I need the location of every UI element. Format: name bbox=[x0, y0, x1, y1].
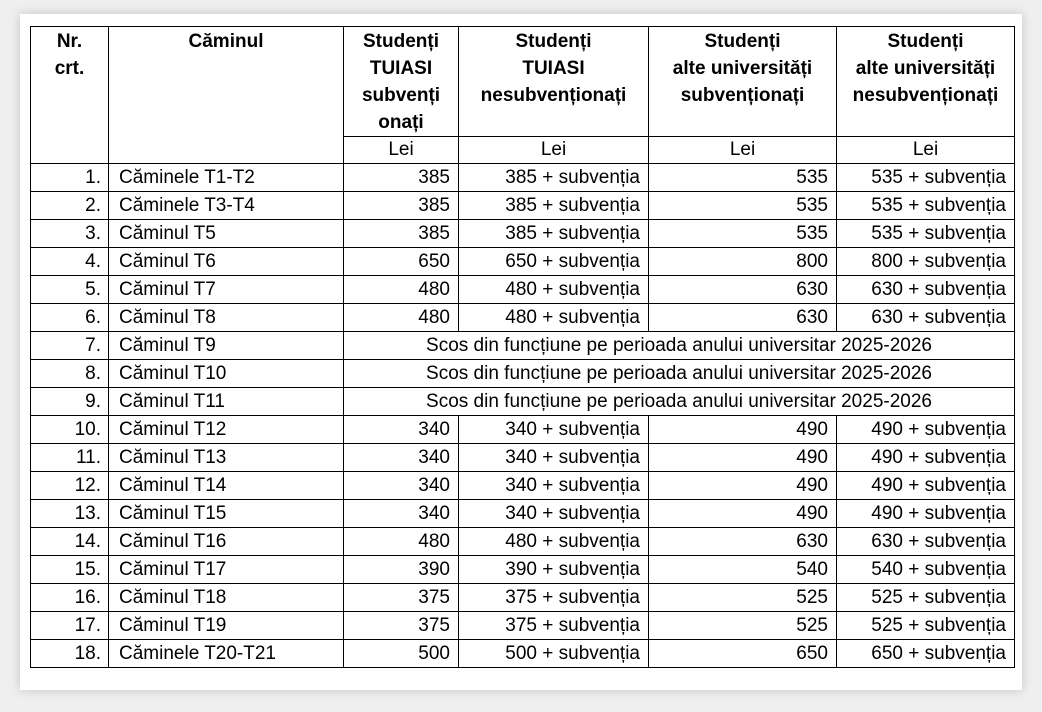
other-unsubsidized-fee: 800 + subvenția bbox=[837, 248, 1015, 276]
header-other-subsidized: Studenți alte universități subvenționați bbox=[649, 27, 837, 137]
other-subsidized-fee: 630 bbox=[649, 276, 837, 304]
dormitory-name: Căminul T11 bbox=[109, 388, 344, 416]
dormitory-name: Căminul T17 bbox=[109, 556, 344, 584]
tuiasi-subsidized-fee: 390 bbox=[344, 556, 459, 584]
dormitory-name: Căminul T12 bbox=[109, 416, 344, 444]
row-number: 18. bbox=[31, 640, 109, 668]
tuiasi-unsubsidized-fee: 480 + subvenția bbox=[459, 528, 649, 556]
dormitory-name: Căminul T9 bbox=[109, 332, 344, 360]
table-row bbox=[31, 304, 1015, 332]
row-number: 16. bbox=[31, 584, 109, 612]
table-row bbox=[31, 500, 1015, 528]
row-number: 13. bbox=[31, 500, 109, 528]
dormitory-name: Căminul T10 bbox=[109, 360, 344, 388]
tuiasi-subsidized-fee: 480 bbox=[344, 528, 459, 556]
other-subsidized-fee: 800 bbox=[649, 248, 837, 276]
document-page bbox=[20, 14, 1022, 690]
row-number: 11. bbox=[31, 444, 109, 472]
tuiasi-unsubsidized-fee: 375 + subvenția bbox=[459, 584, 649, 612]
tuiasi-subsidized-fee: 385 bbox=[344, 164, 459, 192]
other-subsidized-fee: 650 bbox=[649, 640, 837, 668]
row-number: 4. bbox=[31, 248, 109, 276]
other-subsidized-fee: 535 bbox=[649, 220, 837, 248]
tuiasi-unsubsidized-fee: 390 + subvenția bbox=[459, 556, 649, 584]
dormitory-name: Căminul T19 bbox=[109, 612, 344, 640]
other-unsubsidized-fee: 535 + subvenția bbox=[837, 220, 1015, 248]
table-row bbox=[31, 360, 1015, 388]
table-row bbox=[31, 584, 1015, 612]
tuiasi-subsidized-fee: 500 bbox=[344, 640, 459, 668]
table-body bbox=[31, 164, 1015, 668]
other-unsubsidized-fee: 535 + subvenția bbox=[837, 164, 1015, 192]
tuiasi-subsidized-fee: 340 bbox=[344, 444, 459, 472]
other-subsidized-fee: 630 bbox=[649, 304, 837, 332]
tuiasi-unsubsidized-fee: 375 + subvenția bbox=[459, 612, 649, 640]
tuiasi-subsidized-fee: 650 bbox=[344, 248, 459, 276]
tuiasi-unsubsidized-fee: 385 + subvenția bbox=[459, 192, 649, 220]
dormitory-name: Căminul T7 bbox=[109, 276, 344, 304]
table-row bbox=[31, 276, 1015, 304]
unit-cell: Lei bbox=[344, 137, 459, 164]
row-number: 15. bbox=[31, 556, 109, 584]
other-unsubsidized-fee: 490 + subvenția bbox=[837, 500, 1015, 528]
other-unsubsidized-fee: 490 + subvenția bbox=[837, 472, 1015, 500]
row-number: 14. bbox=[31, 528, 109, 556]
other-unsubsidized-fee: 525 + subvenția bbox=[837, 584, 1015, 612]
dormitory-name: Căminele T3-T4 bbox=[109, 192, 344, 220]
tuiasi-subsidized-fee: 340 bbox=[344, 416, 459, 444]
other-subsidized-fee: 490 bbox=[649, 444, 837, 472]
table-row bbox=[31, 556, 1015, 584]
row-number: 1. bbox=[31, 164, 109, 192]
dormitory-name: Căminul T6 bbox=[109, 248, 344, 276]
row-number: 6. bbox=[31, 304, 109, 332]
row-number: 12. bbox=[31, 472, 109, 500]
dormitory-name: Căminele T1-T2 bbox=[109, 164, 344, 192]
table-row bbox=[31, 192, 1015, 220]
tuiasi-subsidized-fee: 480 bbox=[344, 276, 459, 304]
dormitory-fee-table bbox=[30, 26, 1015, 668]
row-number: 7. bbox=[31, 332, 109, 360]
header-nr: Nr. crt. bbox=[31, 27, 109, 164]
tuiasi-unsubsidized-fee: 340 + subvenția bbox=[459, 500, 649, 528]
table-row bbox=[31, 220, 1015, 248]
table-header bbox=[31, 27, 1015, 164]
other-subsidized-fee: 525 bbox=[649, 584, 837, 612]
tuiasi-unsubsidized-fee: 340 + subvenția bbox=[459, 416, 649, 444]
table-row bbox=[31, 164, 1015, 192]
tuiasi-unsubsidized-fee: 385 + subvenția bbox=[459, 220, 649, 248]
tuiasi-subsidized-fee: 375 bbox=[344, 612, 459, 640]
out-of-service-note: Scos din funcțiune pe perioada anului universitar 2025-2026 bbox=[344, 360, 1015, 388]
table-row bbox=[31, 612, 1015, 640]
dormitory-name: Căminul T13 bbox=[109, 444, 344, 472]
table-row bbox=[31, 444, 1015, 472]
out-of-service-note: Scos din funcțiune pe perioada anului universitar 2025-2026 bbox=[344, 388, 1015, 416]
tuiasi-unsubsidized-fee: 500 + subvenția bbox=[459, 640, 649, 668]
tuiasi-subsidized-fee: 340 bbox=[344, 500, 459, 528]
other-subsidized-fee: 490 bbox=[649, 416, 837, 444]
dormitory-name: Căminul T5 bbox=[109, 220, 344, 248]
header-row bbox=[31, 27, 1015, 137]
header-other-unsubsidized: Studenți alte universități nesubvenționați bbox=[837, 27, 1015, 137]
dormitory-name: Căminul T16 bbox=[109, 528, 344, 556]
tuiasi-unsubsidized-fee: 385 + subvenția bbox=[459, 164, 649, 192]
row-number: 5. bbox=[31, 276, 109, 304]
table-row bbox=[31, 528, 1015, 556]
row-number: 8. bbox=[31, 360, 109, 388]
row-number: 2. bbox=[31, 192, 109, 220]
dormitory-name: Căminul T14 bbox=[109, 472, 344, 500]
dormitory-name: Căminul T15 bbox=[109, 500, 344, 528]
header-tuiasi-unsubsidized: Studenți TUIASI nesubvenționați bbox=[459, 27, 649, 137]
out-of-service-note: Scos din funcțiune pe perioada anului universitar 2025-2026 bbox=[344, 332, 1015, 360]
table-row bbox=[31, 248, 1015, 276]
unit-cell: Lei bbox=[837, 137, 1015, 164]
tuiasi-unsubsidized-fee: 340 + subvenția bbox=[459, 472, 649, 500]
other-subsidized-fee: 535 bbox=[649, 164, 837, 192]
tuiasi-subsidized-fee: 340 bbox=[344, 472, 459, 500]
other-unsubsidized-fee: 525 + subvenția bbox=[837, 612, 1015, 640]
table-row bbox=[31, 388, 1015, 416]
other-subsidized-fee: 490 bbox=[649, 472, 837, 500]
tuiasi-subsidized-fee: 375 bbox=[344, 584, 459, 612]
tuiasi-unsubsidized-fee: 340 + subvenția bbox=[459, 444, 649, 472]
unit-cell: Lei bbox=[459, 137, 649, 164]
header-tuiasi-subsidized: Studenți TUIASI subvenți onați bbox=[344, 27, 459, 137]
row-number: 9. bbox=[31, 388, 109, 416]
other-unsubsidized-fee: 630 + subvenția bbox=[837, 304, 1015, 332]
tuiasi-unsubsidized-fee: 480 + subvenția bbox=[459, 276, 649, 304]
other-subsidized-fee: 525 bbox=[649, 612, 837, 640]
tuiasi-subsidized-fee: 385 bbox=[344, 220, 459, 248]
other-unsubsidized-fee: 490 + subvenția bbox=[837, 416, 1015, 444]
tuiasi-subsidized-fee: 480 bbox=[344, 304, 459, 332]
dormitory-name: Căminul T8 bbox=[109, 304, 344, 332]
other-subsidized-fee: 540 bbox=[649, 556, 837, 584]
header-name: Căminul bbox=[109, 27, 344, 164]
other-subsidized-fee: 535 bbox=[649, 192, 837, 220]
other-unsubsidized-fee: 630 + subvenția bbox=[837, 276, 1015, 304]
other-subsidized-fee: 490 bbox=[649, 500, 837, 528]
tuiasi-unsubsidized-fee: 650 + subvenția bbox=[459, 248, 649, 276]
table-row bbox=[31, 332, 1015, 360]
other-unsubsidized-fee: 490 + subvenția bbox=[837, 444, 1015, 472]
dormitory-name: Căminul T18 bbox=[109, 584, 344, 612]
other-unsubsidized-fee: 630 + subvenția bbox=[837, 528, 1015, 556]
tuiasi-unsubsidized-fee: 480 + subvenția bbox=[459, 304, 649, 332]
row-number: 10. bbox=[31, 416, 109, 444]
tuiasi-subsidized-fee: 385 bbox=[344, 192, 459, 220]
row-number: 17. bbox=[31, 612, 109, 640]
row-number: 3. bbox=[31, 220, 109, 248]
dormitory-name: Căminele T20-T21 bbox=[109, 640, 344, 668]
other-unsubsidized-fee: 535 + subvenția bbox=[837, 192, 1015, 220]
table-row bbox=[31, 640, 1015, 668]
table-row bbox=[31, 416, 1015, 444]
other-unsubsidized-fee: 650 + subvenția bbox=[837, 640, 1015, 668]
other-subsidized-fee: 630 bbox=[649, 528, 837, 556]
other-unsubsidized-fee: 540 + subvenția bbox=[837, 556, 1015, 584]
table-row bbox=[31, 472, 1015, 500]
unit-cell: Lei bbox=[649, 137, 837, 164]
